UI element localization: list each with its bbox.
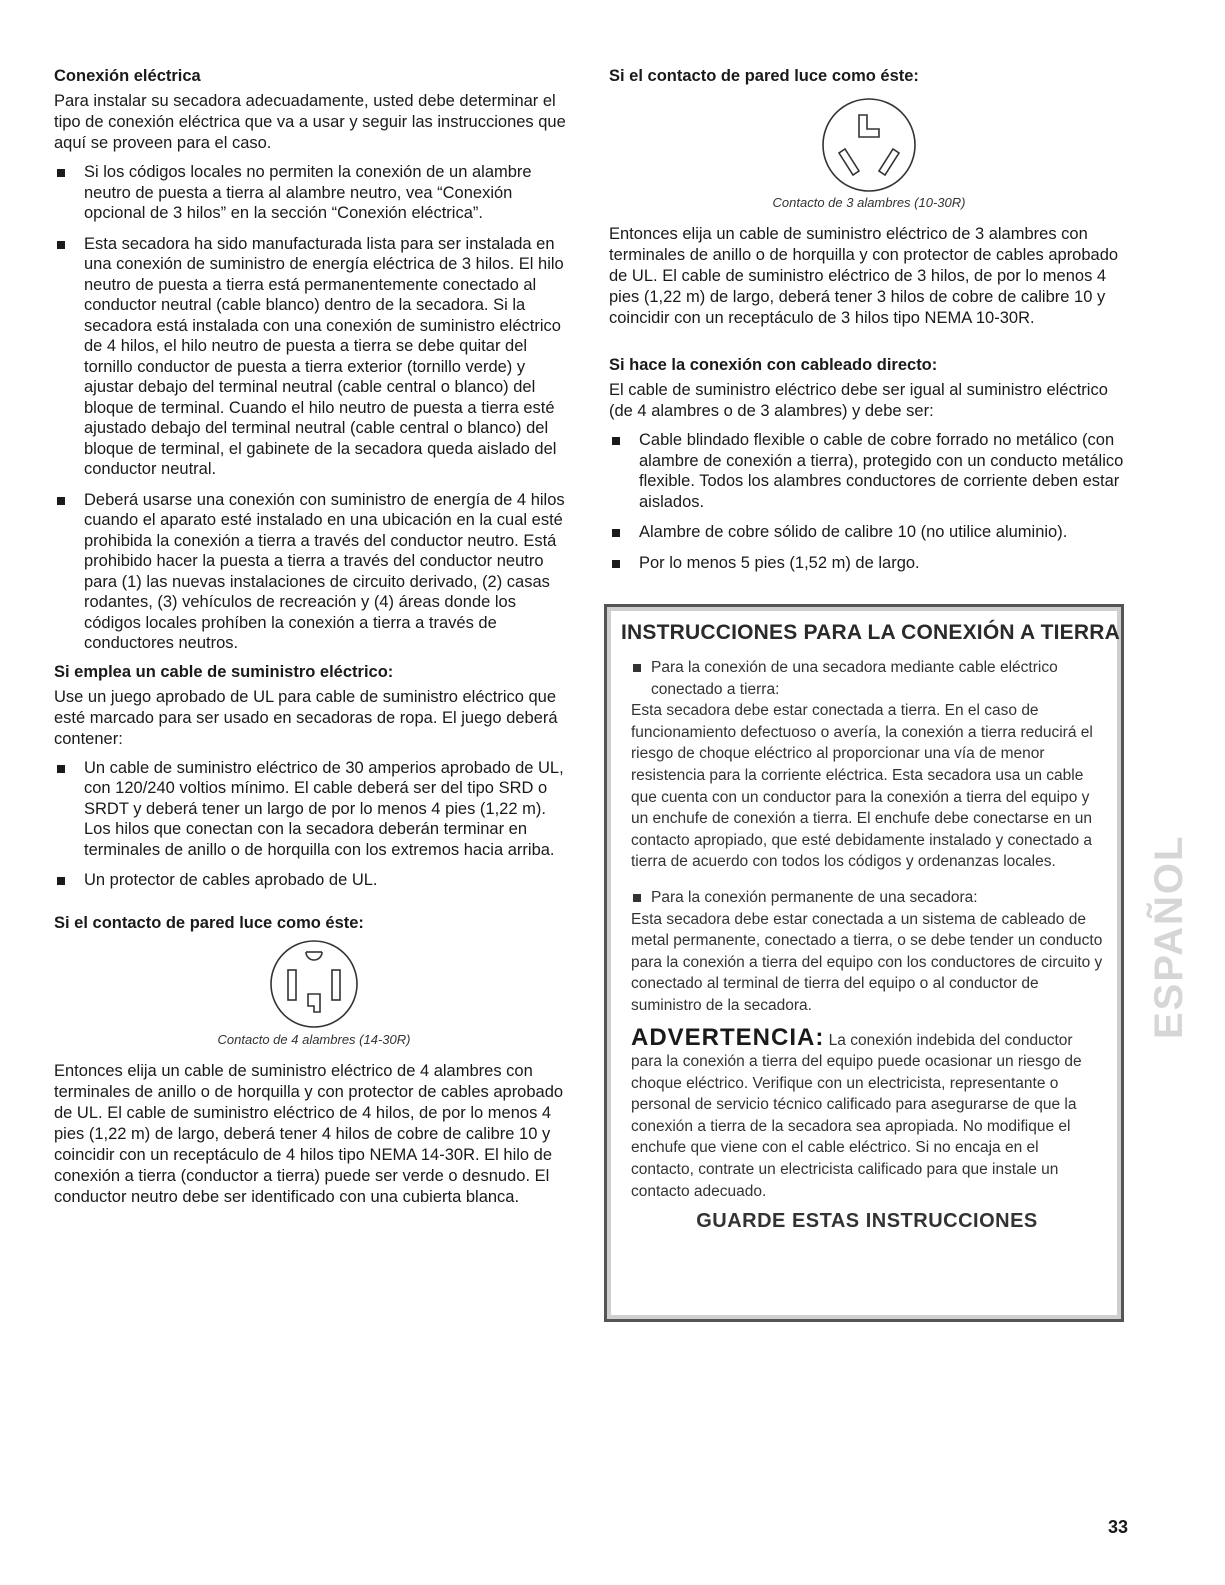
language-side-tab: ESPAÑOL — [1147, 834, 1191, 1040]
bullet-square-icon — [57, 497, 65, 505]
heading-wall-outlet-3: Si el contacto de pared luce como éste: — [609, 67, 919, 85]
right-column — [609, 66, 1129, 583]
list-item: Deberá usarse una conexión con suministro de energía de 4 hilos cuando el aparato esté instalado en una ubicación en la cual esté prohibida la conexión a tierra a través del conductor neutro. Está prohibido hacer la puesta a tierra a través del conductor neutro para (1) las nuevas instalaciones de circuito derivado, (2) casas rodantes, (3) vehículos de recreación y (4) áreas donde los códigos locales prohíben la conexión a tierra a través de conductores neutros. — [54, 490, 574, 654]
bullet-square-icon — [612, 529, 620, 537]
list-item: Un cable de suministro eléctrico de 30 amperios aprobado de UL, con 120/240 voltios mínimo. El cable deberá ser del tipo SRD o SRDT y deberá tener un largo de por lo menos 4 pies (1,22 m). Los hilos que conectan con la secadora deberán terminar en terminales de anillo o de horquilla con los extremos hacia arriba. — [54, 758, 574, 861]
direct-wire-paragraph: El cable de suministro eléctrico debe ser igual al suministro eléctrico (de 4 alambres o de 3 alambres) y debe ser: — [609, 381, 1108, 420]
bullet-list-connection — [54, 162, 574, 654]
page-number: 33 — [1107, 1517, 1128, 1537]
bullet-square-icon — [612, 437, 620, 445]
heading-direct-wire: Si hace la conexión con cableado directo: — [609, 356, 938, 374]
list-item: Esta secadora ha sido manufacturada lista para ser instalada en una conexión de suministro de energía eléctrica de 3 hilos. El hilo neutro de puesta a tierra está permanentemente conectado al conductor neutral (cable blanco) dentro de la secadora. Si la secadora está instalada con una conexión de suministro eléctrico de 4 hilos, el hilo neutro de puesta a tierra se debe quitar del tornillo conductor de puesta a tierra exterior (tornillo verde) y ajustar debajo del terminal neutral (cable central o blanco) del bloque de terminal. Cuando el hilo neutro de puesta a tierra esté ajustado debajo del terminal neutral (cable central o blanco) del bloque de terminal, el gabinete de la secadora queda aislado del conductor neutral. — [54, 234, 574, 480]
bullet-square-icon — [633, 894, 641, 902]
bullet-square-icon — [633, 664, 641, 672]
caption-4-wire: Contacto de 4 alambres (14-30R) — [217, 1031, 411, 1047]
grounding-cord-paragraph: Esta secadora debe estar conectada a tierra. En el caso de funcionamiento defectuoso o avería, la conexión a tierra reducirá el riesgo de choque eléctrico al proporcionar una vía de menor resistencia para la corriente eléctrica. Esta secadora usa un cable que cuenta con un conductor para la conexión a tierra del equipo y un enchufe de conexión a tierra. El enchufe debe conectarse en un contacto apropiado, que esté debidamente instalado y conectado a tierra de acuerdo con todos los códigos y ordenanzas locales. — [631, 702, 1093, 871]
bullet-list-power-cord — [54, 758, 574, 891]
intro-paragraph: Para instalar su secadora adecuadamente, usted debe determinar el tipo de conexión eléctrica que va a usar y seguir las instrucciones que aquí se proveen para el caso. — [54, 92, 566, 152]
four-wire-outlet-icon — [268, 938, 360, 1030]
list-item: Cable blindado flexible o cable de cobre forrado no metálico (con alambre de conexión a tierra), protegido con un conducto metálico flexible. Todos los alambres conductores de corriente deben estar aislados. — [609, 430, 1129, 512]
warning-text: La conexión indebida del conductor para la conexión a tierra del equipo puede ocasionar un riesgo de choque eléctrico. Verifique con un electricista, representante o personal de servicio técnico calificado para asegurarse de que la conexión a tierra de la secadora sea apropiada. No modifique el enchufe que viene con el cable eléctrico. Si no encaja en el contacto, contrate un electricista calificado para que instale un contacto adecuado. — [631, 1031, 1082, 1200]
heading-conexion-electrica: Conexión eléctrica — [54, 67, 201, 85]
list-item: Si los códigos locales no permiten la conexión de un alambre neutro de puesta a tierra al alambre neutro, vea “Conexión opcional de 3 hilos” en la sección “Conexión eléctrica”. — [54, 162, 574, 224]
heading-power-cord: Si emplea un cable de suministro eléctrico: — [54, 662, 394, 681]
list-item: Por lo menos 5 pies (1,52 m) de largo. — [609, 553, 1129, 574]
caption-3-wire: Contacto de 3 alambres (10-30R) — [772, 195, 966, 210]
bullet-square-icon — [57, 877, 65, 885]
heading-wall-outlet-4: Si el contacto de pared luce como éste: — [54, 913, 364, 932]
bullet-square-icon — [612, 560, 620, 568]
list-item: Un protector de cables aprobado de UL. — [54, 870, 574, 891]
grounding-body — [607, 657, 1121, 1233]
grounding-title: INSTRUCCIONES PARA LA CONEXIÓN A TIERRA — [621, 621, 1120, 644]
grounding-permanent-paragraph: Esta secadora debe estar conectada a un sistema de cableado de metal permanente, conectado a tierra, o se debe tender un conducto para la conexión a tierra del equipo con los conductores de circuito y conectado al terminal de tierra del equipo o al conductor de suministro de la secadora. — [631, 910, 1103, 1014]
three-wire-outlet-icon — [814, 95, 924, 193]
grounding-subheading-permanent: Para la conexión permanente de una secadora: — [631, 887, 1103, 909]
grounding-subheading-cord: Para la conexión de una secadora mediante cable eléctrico conectado a tierra: — [631, 657, 1103, 700]
three-wire-paragraph: Entonces elija un cable de suministro eléctrico de 3 alambres con terminales de anillo o de horquilla y con protector de cables aprobado de UL. El cable de suministro eléctrico de 3 hilos, de por lo menos 4 pies (1,22 m) de largo, deberá tener 3 hilos de cobre de calibre 10 y coincidir con un receptáculo de 3 hilos tipo NEMA 10-30R. — [609, 225, 1119, 327]
bullet-square-icon — [57, 765, 65, 773]
power-cord-paragraph: Use un juego aprobado de UL para cable de suministro eléctrico que esté marcado para ser usado en secadoras de ropa. El juego deberá contener: — [54, 687, 558, 748]
left-column — [54, 66, 574, 1216]
bullet-list-direct-wire — [609, 430, 1129, 573]
warning-label: ADVERTENCIA: — [631, 1023, 825, 1051]
save-instructions: GUARDE ESTAS INSTRUCCIONES — [696, 1210, 1038, 1233]
bullet-square-icon — [57, 169, 65, 177]
grounding-instructions-box — [604, 604, 1124, 1322]
four-wire-paragraph: Entonces elija un cable de suministro eléctrico de 4 alambres con terminales de anillo o de horquilla y con protector de cables aprobado de UL. El cable de suministro eléctrico de 4 hilos, de por lo menos 4 pies (1,22 m) de largo, deberá tener 4 hilos de cobre de calibre 10 y coincidir con un receptáculo de 4 hilos tipo NEMA 14-30R. El hilo de conexión a tierra (conductor a tierra) puede ser verde o desnudo. El conductor neutro debe ser identificado con una cubierta blanca. — [54, 1061, 564, 1206]
bullet-square-icon — [57, 241, 65, 249]
list-item: Alambre de cobre sólido de calibre 10 (no utilice aluminio). — [609, 522, 1129, 543]
warning-paragraph — [631, 1023, 1103, 1203]
